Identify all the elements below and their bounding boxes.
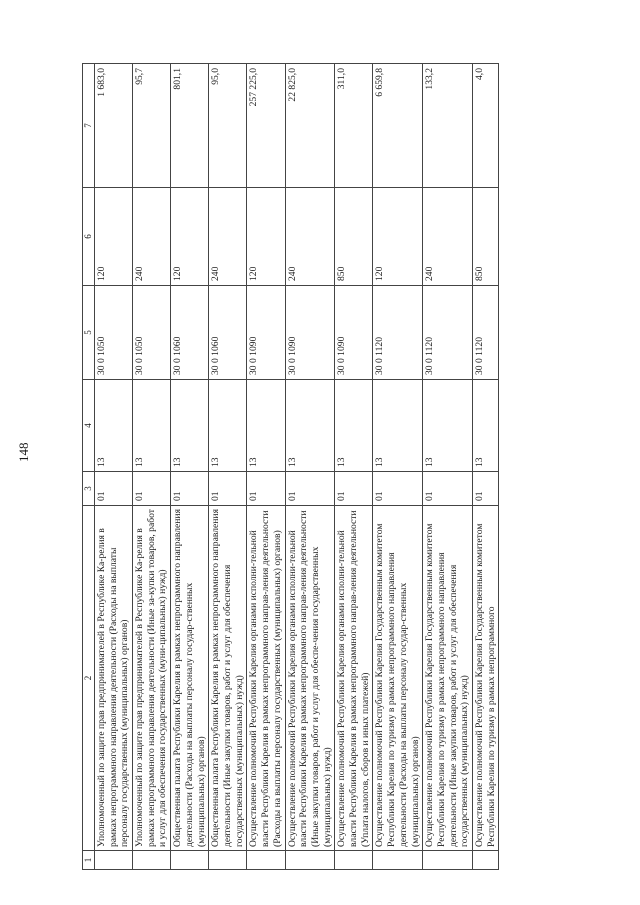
row-amount-cell: 4,0 bbox=[473, 64, 499, 188]
row-expense-type-cell: 120 bbox=[247, 188, 285, 286]
header-col-6: 6 bbox=[83, 188, 95, 286]
table-row bbox=[247, 64, 285, 870]
header-col-4: 4 bbox=[83, 380, 95, 472]
row-index-cell bbox=[247, 851, 285, 870]
row-target-article-cell: 30 0 1050 bbox=[94, 286, 132, 380]
row-target-article-cell: 30 0 1090 bbox=[335, 286, 373, 380]
header-col-7: 7 bbox=[83, 64, 95, 188]
row-subsection-cell: 13 bbox=[285, 380, 335, 472]
rotated-table-container bbox=[82, 64, 562, 870]
row-section-cell: 01 bbox=[209, 472, 247, 506]
row-expense-type-cell: 240 bbox=[133, 188, 171, 286]
row-amount-cell: 1 683,0 bbox=[94, 64, 132, 188]
row-description-cell: Уполномоченный по защите прав предпринимателей в Республике Ка-релия в рамках непрограммного направления деятельности (Расходы на выплаты персоналу государственных (муниципальных) органов) bbox=[94, 506, 132, 851]
row-amount-cell: 257 225,0 bbox=[247, 64, 285, 188]
row-amount-cell: 95,7 bbox=[133, 64, 171, 188]
row-description-cell: Осуществление полномочий Республики Карелия Государственным комитетом Республики Карелия по туризму в рамках непрограммного направления деятельности (Иные закупки товаров, работ и услуг для обеспечения государственных (муниципальных) нужд) bbox=[423, 506, 473, 851]
table-row bbox=[285, 64, 335, 870]
row-target-article-cell: 30 0 1050 bbox=[133, 286, 171, 380]
row-section-cell: 01 bbox=[373, 472, 423, 506]
table-row bbox=[209, 64, 247, 870]
row-expense-type-cell: 240 bbox=[423, 188, 473, 286]
row-expense-type-cell: 120 bbox=[171, 188, 209, 286]
table-row bbox=[373, 64, 423, 870]
row-section-cell: 01 bbox=[423, 472, 473, 506]
row-index-cell bbox=[94, 851, 132, 870]
row-section-cell: 01 bbox=[94, 472, 132, 506]
row-subsection-cell: 13 bbox=[209, 380, 247, 472]
budget-table bbox=[82, 63, 499, 870]
row-section-cell: 01 bbox=[133, 472, 171, 506]
row-amount-cell: 95,0 bbox=[209, 64, 247, 188]
row-index-cell bbox=[171, 851, 209, 870]
row-section-cell: 01 bbox=[247, 472, 285, 506]
row-expense-type-cell: 120 bbox=[94, 188, 132, 286]
row-amount-cell: 6 659,8 bbox=[373, 64, 423, 188]
header-col-3: 3 bbox=[83, 472, 95, 506]
table-row bbox=[335, 64, 373, 870]
row-description-cell: Осуществление полномочий Республики Карелия Государственным комитетом Республики Карелия по туризму в рамках непрограммного bbox=[473, 506, 499, 851]
row-description-cell: Осуществление полномочий Республики Карелия органами исполни-тельной власти Республики Карелия в рамках непрограммного направ-ления деятельности (Иные закупки товаров, работ и услуг для обеспе-чения государственных (муниципальных) нужд) bbox=[285, 506, 335, 851]
row-description-cell: Общественная палата Республики Карелия в рамках непрограммного направления деятельности (Расходы на выплаты персоналу государ-ственных (муниципальных) органов) bbox=[171, 506, 209, 851]
row-amount-cell: 311,0 bbox=[335, 64, 373, 188]
row-description-cell: Осуществление полномочий Республики Карелия органами исполни-тельной власти Республики Карелия в рамках непрограммного направ-ления деятельности (Расходы на выплаты персоналу государственных (муниципальных) органов) bbox=[247, 506, 285, 851]
row-section-cell: 01 bbox=[171, 472, 209, 506]
row-expense-type-cell: 240 bbox=[209, 188, 247, 286]
row-index-cell bbox=[373, 851, 423, 870]
row-index-cell bbox=[473, 851, 499, 870]
row-expense-type-cell: 240 bbox=[285, 188, 335, 286]
row-target-article-cell: 30 0 1120 bbox=[473, 286, 499, 380]
row-subsection-cell: 13 bbox=[247, 380, 285, 472]
page-number: 148 bbox=[16, 442, 31, 462]
table-row bbox=[171, 64, 209, 870]
row-target-article-cell: 30 0 1120 bbox=[373, 286, 423, 380]
header-col-1: 1 bbox=[83, 851, 95, 870]
table-body bbox=[94, 64, 499, 870]
table-row bbox=[423, 64, 473, 870]
row-subsection-cell: 13 bbox=[423, 380, 473, 472]
table-row bbox=[473, 64, 499, 870]
row-subsection-cell: 13 bbox=[473, 380, 499, 472]
row-description-cell: Уполномоченный по защите прав предпринимателей в Республике Ка-релия в рамках непрограммного направления деятельности (Иные за-купки товаров, работ и услуг для обеспечения государственных (муни-ципальных) нужд) bbox=[133, 506, 171, 851]
row-target-article-cell: 30 0 1060 bbox=[171, 286, 209, 380]
row-index-cell bbox=[335, 851, 373, 870]
row-amount-cell: 801,1 bbox=[171, 64, 209, 188]
row-index-cell bbox=[423, 851, 473, 870]
row-index-cell bbox=[133, 851, 171, 870]
row-section-cell: 01 bbox=[335, 472, 373, 506]
header-col-2: 2 bbox=[83, 506, 95, 851]
row-subsection-cell: 13 bbox=[171, 380, 209, 472]
row-expense-type-cell: 120 bbox=[373, 188, 423, 286]
table-row bbox=[94, 64, 132, 870]
row-section-cell: 01 bbox=[285, 472, 335, 506]
row-amount-cell: 133,2 bbox=[423, 64, 473, 188]
header-col-5: 5 bbox=[83, 286, 95, 380]
row-target-article-cell: 30 0 1060 bbox=[209, 286, 247, 380]
row-subsection-cell: 13 bbox=[133, 380, 171, 472]
row-section-cell: 01 bbox=[473, 472, 499, 506]
row-target-article-cell: 30 0 1090 bbox=[247, 286, 285, 380]
row-subsection-cell: 13 bbox=[373, 380, 423, 472]
row-index-cell bbox=[285, 851, 335, 870]
row-subsection-cell: 13 bbox=[94, 380, 132, 472]
table-row bbox=[133, 64, 171, 870]
row-index-cell bbox=[209, 851, 247, 870]
row-target-article-cell: 30 0 1090 bbox=[285, 286, 335, 380]
row-description-cell: Осуществление полномочий Республики Карелия Государственным комитетом Республики Карелия по туризму в рамках непрограммного направления деятельности (Расходы на выплаты персоналу государ-ственных (муниципальных) органов) bbox=[373, 506, 423, 851]
row-expense-type-cell: 850 bbox=[335, 188, 373, 286]
row-description-cell: Общественная палата Республики Карелия в рамках непрограммного направления деятельности (Иные закупки товаров, работ и услуг для обеспечения государственных (муниципальных) нужд) bbox=[209, 506, 247, 851]
table-header-row bbox=[83, 64, 95, 870]
row-subsection-cell: 13 bbox=[335, 380, 373, 472]
row-amount-cell: 22 825,0 bbox=[285, 64, 335, 188]
row-expense-type-cell: 850 bbox=[473, 188, 499, 286]
row-description-cell: Осуществление полномочий Республики Карелия органами исполни-тельной власти Республики Карелия в рамках непрограммного направ-ления деятельности (Уплата налогов, сборов и иных платежей) bbox=[335, 506, 373, 851]
row-target-article-cell: 30 0 1120 bbox=[423, 286, 473, 380]
